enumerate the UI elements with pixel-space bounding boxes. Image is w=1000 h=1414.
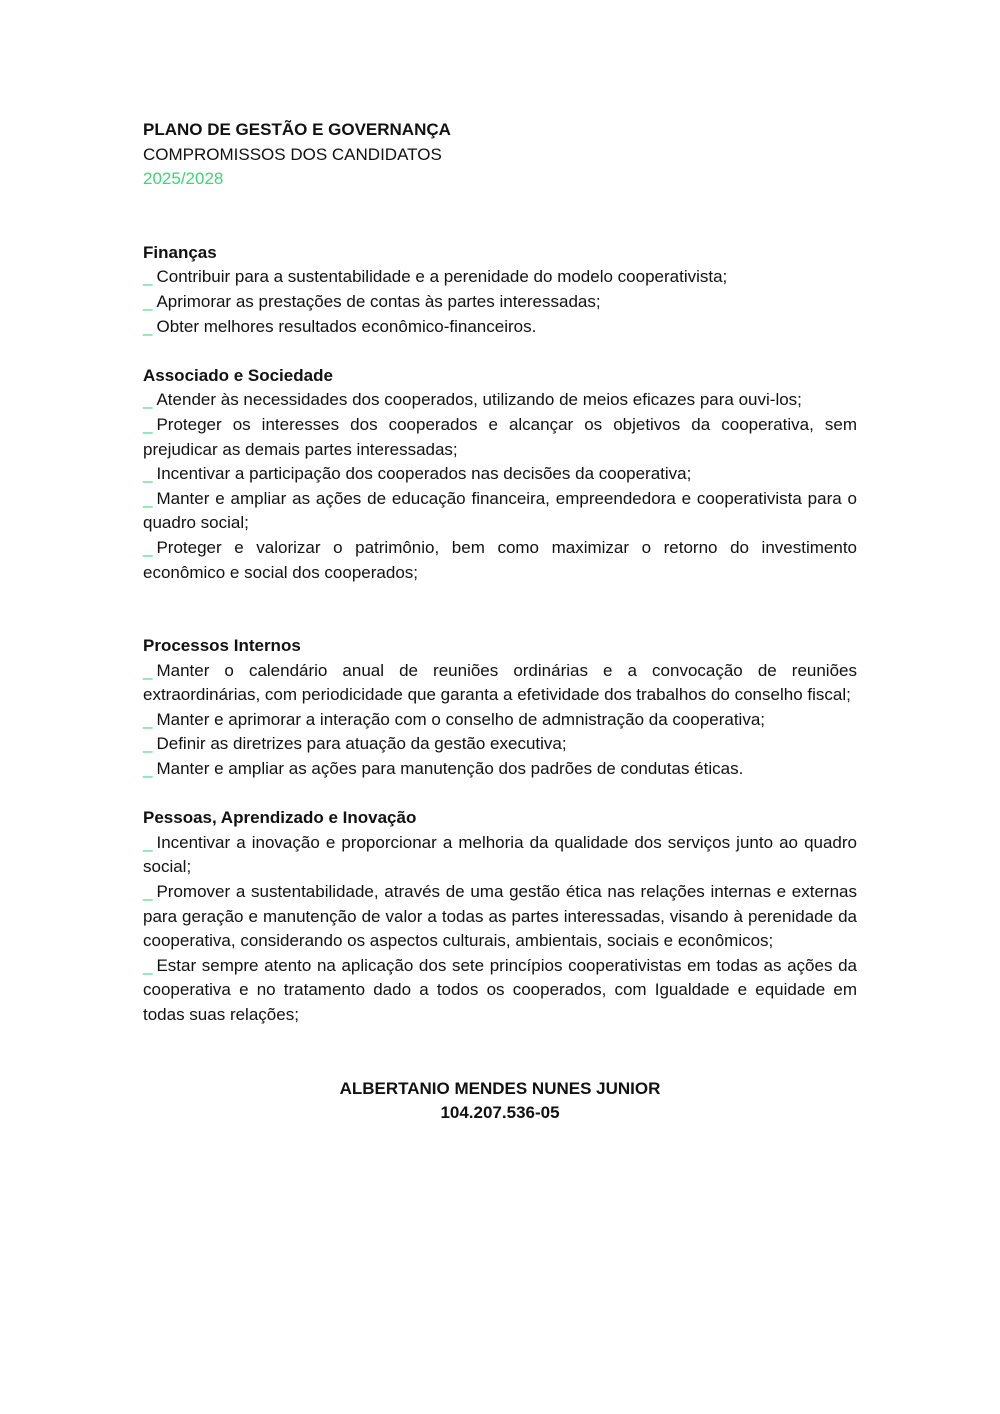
bullet-dash: _ (143, 291, 153, 311)
bullet-dash: _ (143, 537, 153, 557)
bullet-dash: _ (143, 464, 153, 484)
bullet-dash: _ (143, 414, 153, 434)
section-title: Finanças (143, 242, 217, 262)
section-title: Processos Internos (143, 636, 301, 656)
document-years: 2025/2028 (143, 169, 224, 189)
list-item: _ Proteger os interesses dos cooperados e alcançar os objetivos da cooperativa, sem prejudicar as demais partes interessadas; (143, 414, 857, 459)
bullet-dash: _ (143, 955, 153, 975)
section-associado-sociedade (143, 364, 857, 585)
list-item: _ Obter melhores resultados econômico-financeiros. (143, 316, 537, 336)
document-title: PLANO DE GESTÃO E GOVERNANÇA (143, 120, 451, 139)
list-item: _ Manter e ampliar as ações de educação financeira, empreendedora e cooperativista para o quadro social; (143, 488, 857, 533)
section-title: Associado e Sociedade (143, 365, 333, 385)
bullet-dash: _ (143, 316, 153, 336)
bullet-dash: _ (143, 709, 153, 729)
bullet-dash: _ (143, 390, 153, 410)
list-item: _ Manter e aprimorar a interação com o conselho de admnistração da cooperativa; (143, 709, 766, 729)
bullet-dash: _ (143, 882, 153, 902)
bullet-dash: _ (143, 660, 153, 680)
list-item: _ Estar sempre atento na aplicação dos sete princípios cooperativistas em todas as ações da cooperativa e no tratamento dado a todos os cooperados, com Igualdade e equidade em todas suas relações; (143, 955, 857, 1024)
bullet-dash: _ (143, 759, 153, 779)
bullet-dash: _ (143, 267, 153, 287)
list-item: _ Definir as diretrizes para atuação da gestão executiva; (143, 734, 567, 754)
list-item: _ Manter e ampliar as ações para manutenção dos padrões de condutas éticas. (143, 759, 744, 779)
list-item: _ Manter o calendário anual de reuniões ordinárias e a convocação de reuniões extraordinárias, com periodicidade que garanta a efetividade dos trabalhos do conselho fiscal; (143, 660, 857, 705)
section-title: Pessoas, Aprendizado e Inovação (143, 808, 417, 828)
bullet-dash: _ (143, 734, 153, 754)
list-item: _ Promover a sustentabilidade, através de uma gestão ética nas relações internas e externas para geração e manutenção de valor a todas as partes interessadas, visando à perenidade da cooperativa, considerando os aspectos culturais, ambientais, sociais e econômicos; (143, 882, 857, 951)
section-processos-internos (143, 634, 857, 782)
document-subtitle: COMPROMISSOS DOS CANDIDATOS (143, 144, 442, 164)
bullet-dash: _ (143, 832, 153, 852)
section-pessoas-aprendizado-inovacao (143, 806, 857, 1027)
list-item: _ Aprimorar as prestações de contas às partes interessadas; (143, 291, 601, 311)
signature-id: 104.207.536-05 (440, 1103, 560, 1123)
list-item: _ Proteger e valorizar o patrimônio, bem como maximizar o retorno do investimento econômico e social dos cooperados; (143, 537, 857, 582)
list-item: _ Atender às necessidades dos cooperados, utilizando de meios eficazes para ouvi-los; (143, 390, 802, 410)
bullet-dash: _ (143, 488, 153, 508)
list-item: _ Incentivar a inovação e proporcionar a melhoria da qualidade dos serviços junto ao quadro social; (143, 832, 857, 877)
section-financas (143, 241, 857, 339)
document-page (143, 118, 857, 1126)
list-item: _ Contribuir para a sustentabilidade e a perenidade do modelo cooperativista; (143, 267, 728, 287)
list-item: _ Incentivar a participação dos cooperados nas decisões da cooperativa; (143, 464, 692, 484)
signature-name: ALBERTANIO MENDES NUNES JUNIOR (339, 1078, 661, 1098)
